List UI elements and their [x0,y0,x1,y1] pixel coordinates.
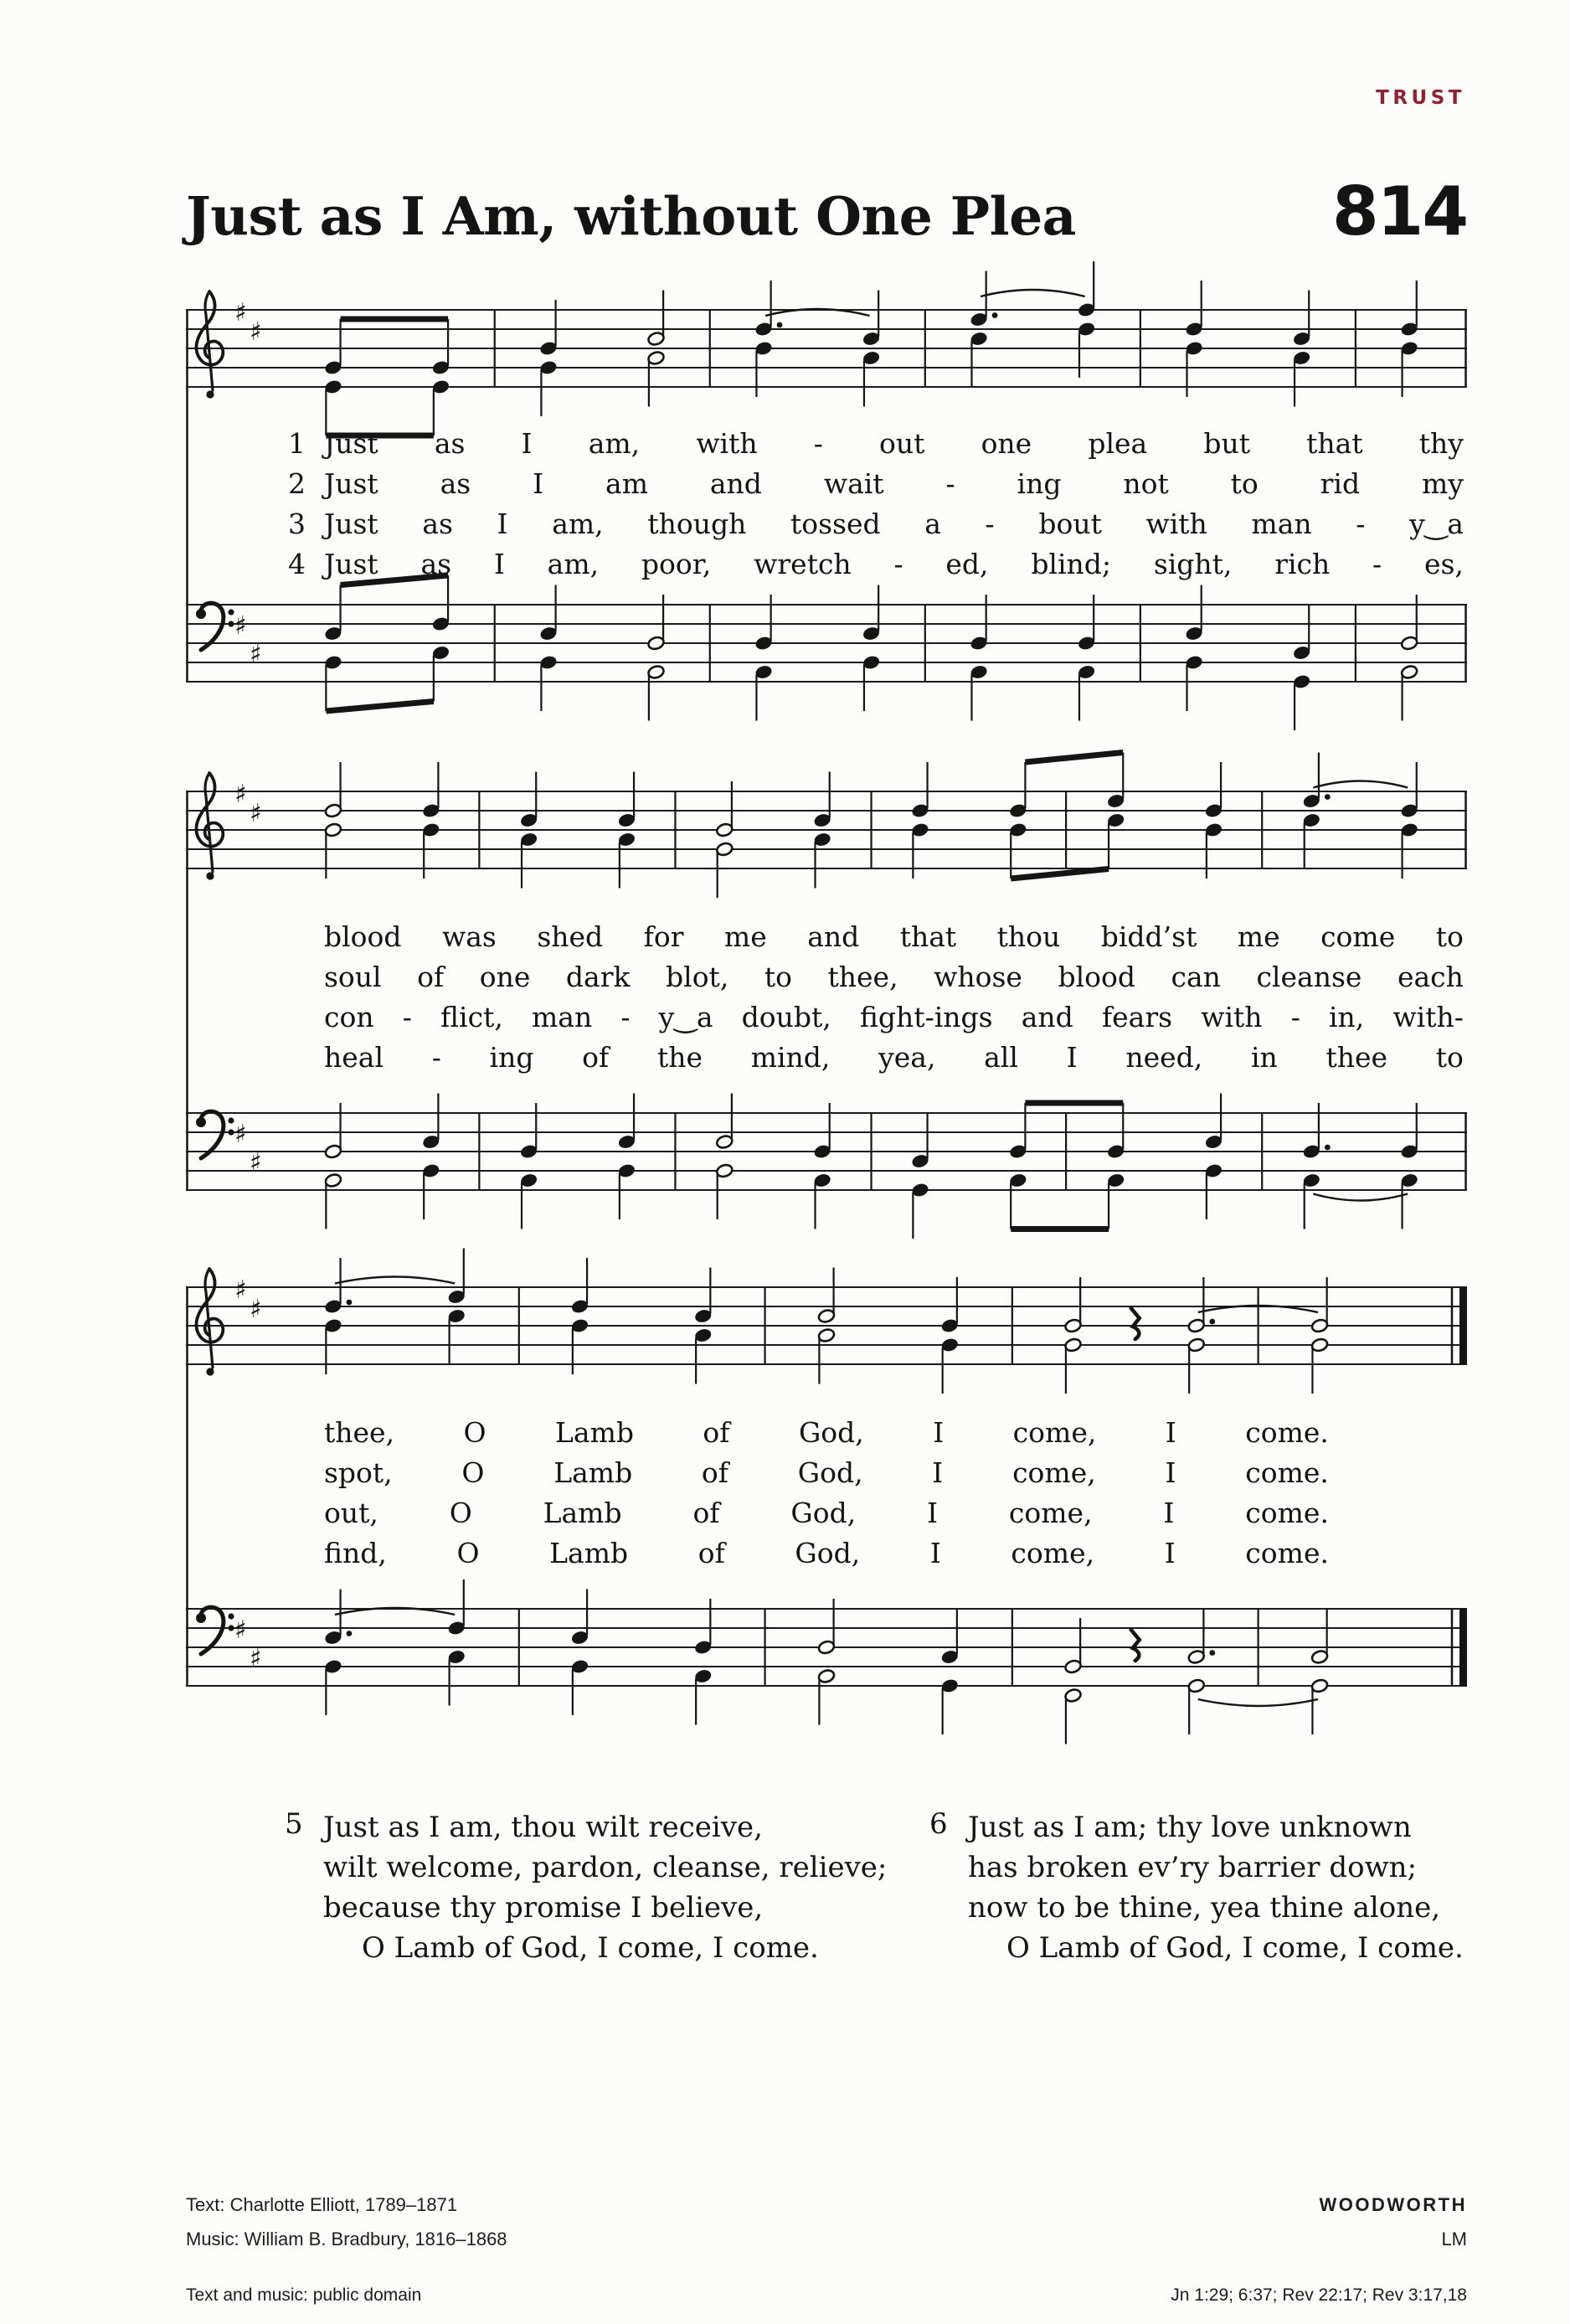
lyric-token: - [620,1001,631,1033]
sharp-icon: ♯ [234,1275,247,1305]
lyric-token: fight-ings [859,1001,993,1033]
sharp-icon: ♯ [250,1148,262,1177]
lyric-token: to [764,961,792,993]
scripture-references: Jn 1:29; 6:37; Rev 22:17; Rev 3:17,18 [1171,2285,1467,2305]
lyric-token: with [1145,508,1207,540]
lyric-token: can [1171,961,1221,993]
lyric-token: blot, [666,961,729,993]
lyric-token: as [440,467,471,500]
lyric-token: spot, [324,1456,393,1489]
lyric-token: though [647,508,747,540]
lyric-token: to [1230,467,1259,500]
lyric-token: I [533,467,544,500]
lyric-line [280,917,1464,957]
lyric-token: my [1422,467,1464,500]
lyric-token: for [643,920,684,953]
verse-line: now to be thine, yea thine alone, [968,1891,1441,1925]
lyric-line [280,464,1464,504]
lyric-token: am, [547,548,600,580]
lyric-token: me [1237,920,1280,953]
lyric-words [324,957,1464,997]
lyric-token: and [709,467,762,500]
lyric-token: shed [537,920,604,953]
lyric-token: blood [1058,961,1135,993]
lyric-token: sight, [1153,548,1233,580]
lyric-line [280,997,1464,1038]
lyric-words [324,464,1464,504]
lyric-token: I [927,1497,939,1529]
lyric-token: - [402,1001,412,1033]
lyric-token: thee, [827,961,898,993]
music-system-2 [186,758,1467,1227]
verse-5 [285,1807,887,1968]
sharp-icon: ♯ [234,1120,247,1149]
lyric-token: one [981,427,1032,460]
lyric-token: wretch [754,548,852,580]
lyric-token: of [417,961,445,993]
treble-staff [186,261,1467,435]
lyric-token: Lamb [543,1497,622,1529]
lyric-token: come. [1245,1456,1329,1489]
verse-lines [323,1807,887,1968]
lyric-token: am, [552,508,604,540]
lyric-token: Lamb [554,1416,634,1449]
lyric-verse-number [280,1533,324,1574]
treble-staff [186,753,1467,899]
lyrics-block [280,917,1464,1078]
lyric-words [324,1413,1329,1453]
lyric-token: flict, [440,1001,503,1033]
lyric-line [280,1413,1464,1453]
lyric-token: I [1164,1537,1176,1569]
lyric-token: ing [1017,467,1062,500]
lyric-token: come [1320,920,1396,953]
bass-staff [186,1579,1467,1744]
lyric-token: O [456,1537,480,1569]
tune-name: WOODWORTH [1319,2194,1467,2215]
lyric-token: come, [1012,1416,1097,1449]
hymn-title: Just as I Am, without One Plea [186,185,1076,247]
lyric-token: me [723,920,767,953]
lyric-token: whose [934,961,1022,993]
lyric-token: ed, [945,548,989,580]
lyric-token: rich [1274,548,1331,580]
lyric-token: O [449,1497,472,1529]
sharp-icon: ♯ [250,1644,262,1673]
verse-line: O Lamb of God, I come, I come. [362,1931,819,1965]
lyric-line [280,544,1464,585]
lyric-token: with [1201,1001,1263,1033]
lyric-token: bidd’st [1100,920,1197,953]
lyric-token: plea [1088,427,1148,460]
music-system-1 [186,276,1467,733]
sharp-icon: ♯ [234,780,247,809]
lyric-token: I [933,1416,945,1449]
lyric-token: out, [324,1497,378,1529]
lyric-token: I [1066,1041,1078,1074]
lyric-token: am, [588,427,641,460]
lyric-line [280,1453,1464,1493]
lyric-token: need, [1125,1041,1203,1074]
lyric-token: - [945,467,955,500]
lyric-token: of [703,1416,730,1449]
lyric-token: as [422,508,453,540]
lyric-token: Just [324,548,378,580]
footer [186,2187,1467,2306]
meter-label: LM [1441,2229,1467,2249]
lyric-token: and [807,920,860,953]
lyric-words [324,544,1464,585]
lyric-token: y‿a [658,1001,713,1033]
lyric-token: O [463,1416,486,1449]
lyric-token: come, [1012,1456,1096,1489]
lyric-token: come. [1245,1416,1329,1449]
lyric-token: I [497,508,508,540]
hymn-number: 814 [1332,173,1467,250]
lyric-verse-number: 4 [288,548,306,580]
lyrics-block [280,424,1464,585]
lyric-token: blind; [1031,548,1112,580]
verse-line: has broken ev’ry barrier down; [968,1851,1418,1884]
lyric-words [324,917,1464,957]
lyric-token: that [1306,427,1363,460]
lyric-token: blood [324,920,402,953]
lyric-words [324,1453,1329,1493]
category-label: TRUST [1376,87,1465,109]
music-system-3 [186,1254,1467,1723]
lyric-token: with [696,427,758,460]
lyric-token: - [893,548,903,580]
lyric-token: was [442,920,497,953]
copyright-note: Text and music: public domain [186,2285,422,2305]
lyric-token: one [479,961,531,993]
lyric-token: y‿a [1409,508,1464,540]
lyric-token: God, [790,1497,857,1529]
lyric-token: I [932,1456,944,1489]
lyric-token: - [1356,508,1366,540]
lyric-token: poor, [641,548,712,580]
verse-line: wilt welcome, pardon, cleanse, relieve; [323,1851,888,1884]
lyric-token: God, [797,1456,863,1489]
lyric-token: I [1163,1497,1175,1529]
lyric-token: I [521,427,533,460]
lyric-token: dark [565,961,631,993]
lyric-token: come, [1008,1497,1093,1529]
lyric-token: - [985,508,995,540]
lyric-token: a [924,508,941,540]
lyric-token: soul [324,961,382,993]
text-credit: Text: Charlotte Elliott, 1789–1871 [186,2194,458,2215]
lyric-verse-number: 3 [288,508,306,540]
lyric-token: come, [1011,1537,1095,1569]
lyric-line [280,957,1464,997]
lyric-line [280,1493,1464,1533]
lyric-line [280,424,1464,464]
lyric-token: of [692,1497,720,1529]
lyric-token: to [1435,920,1464,953]
lyric-token: - [431,1041,441,1074]
lyric-token: - [1290,1001,1300,1033]
lyric-verse-number [280,997,324,1038]
lyric-verse-number: 1 [288,427,306,460]
lyric-token: I [1165,1456,1176,1489]
lyric-token: in, [1328,1001,1365,1033]
lyric-token: fears [1101,1001,1173,1033]
lyric-words [324,1533,1329,1574]
lyric-token: rid [1320,467,1361,500]
sharp-icon: ♯ [234,611,247,641]
lyric-token: man [1251,508,1312,540]
music-credit: Music: William B. Bradbury, 1816–1868 [186,2229,507,2249]
lyric-token: but [1203,427,1250,460]
lyric-token: Just [324,427,378,460]
lyric-token: wait [823,467,884,500]
verse-number: 5 [285,1807,303,1841]
lyric-token: with- [1392,1001,1464,1033]
closing-verses [186,1807,1467,1983]
lyric-token: Just [324,508,378,540]
lyric-token: thee, [324,1416,395,1449]
sharp-icon: ♯ [234,298,247,327]
bass-staff [186,1094,1467,1239]
sharp-icon: ♯ [234,1615,247,1645]
verse-line: O Lamb of God, I come, I come. [1006,1931,1464,1965]
verse-line: Just as I am, thou wilt receive, [323,1811,763,1844]
sharp-icon: ♯ [250,317,262,347]
lyric-verse-number [280,1453,324,1493]
lyric-token: I [493,548,505,580]
lyric-token: man [532,1001,593,1033]
lyric-verse-number [280,1413,324,1453]
lyric-token: of [701,1456,729,1489]
lyric-token: cleanse [1256,961,1362,993]
lyric-token: each [1397,961,1464,993]
lyric-line [280,1533,1464,1574]
lyric-token: - [1372,548,1382,580]
lyric-token: God, [798,1416,864,1449]
lyric-token: find, [324,1537,387,1569]
lyric-token: of [697,1537,725,1569]
lyric-token: I [1165,1416,1176,1449]
lyrics-block [280,1413,1464,1574]
lyric-token: thy [1418,427,1464,460]
lyric-token: thee [1325,1041,1388,1074]
lyric-token: heal [324,1041,384,1074]
lyric-token: am [605,467,648,500]
lyric-token: come. [1245,1537,1329,1569]
verse-line: Just as I am; thy love unknown [968,1811,1412,1844]
lyric-words [324,504,1464,544]
verse-6 [929,1807,1464,1968]
lyric-token: that [899,920,957,953]
lyric-token: God, [795,1537,861,1569]
verse-number: 6 [929,1807,948,1841]
lyric-words [324,1493,1329,1533]
lyric-token: out [879,427,925,460]
lyric-words [324,1038,1464,1078]
lyric-token: ing [489,1041,534,1074]
footer-right [1171,2187,1467,2306]
lyric-line [280,1038,1464,1078]
bass-staff [186,575,1467,730]
lyric-token: not [1123,467,1169,500]
lyric-token: tossed [790,508,881,540]
lyric-token: come. [1245,1497,1329,1529]
lyric-verse-number [280,1493,324,1533]
lyric-token: the [656,1041,703,1074]
verse-lines [968,1807,1464,1968]
lyric-line [280,504,1464,544]
verse-line: because thy promise I believe, [323,1891,764,1925]
lyric-token: as [434,427,466,460]
lyric-token: to [1435,1041,1464,1074]
lyric-words [324,997,1464,1038]
lyric-token: in [1250,1041,1278,1074]
lyric-token: mind, [750,1041,831,1074]
lyric-token: of [582,1041,610,1074]
lyric-verse-number: 2 [288,467,306,500]
footer-left [186,2187,507,2306]
lyric-token: - [813,427,823,460]
lyric-verse-number [280,917,324,957]
lyric-token: thou [996,920,1061,953]
lyric-token: I [929,1537,941,1569]
sharp-icon: ♯ [250,799,262,828]
lyric-token: and [1021,1001,1073,1033]
lyric-token: Lamb [553,1456,633,1489]
title-row [186,173,1467,250]
lyric-token: con [324,1001,374,1033]
lyric-token: doubt, [741,1001,831,1033]
lyric-token: Just [324,467,378,500]
lyric-token: all [984,1041,1018,1074]
lyric-token: as [420,548,452,580]
lyric-words [324,424,1464,464]
lyric-token: yea, [878,1041,936,1074]
treble-staff [186,1249,1467,1394]
lyric-token: bout [1038,508,1102,540]
sharp-icon: ♯ [250,640,262,669]
sharp-icon: ♯ [250,1295,262,1324]
lyric-token: es, [1423,548,1464,580]
lyric-verse-number [280,1038,324,1078]
lyric-verse-number [280,957,324,997]
lyric-token: Lamb [549,1537,629,1569]
lyric-token: O [461,1456,485,1489]
